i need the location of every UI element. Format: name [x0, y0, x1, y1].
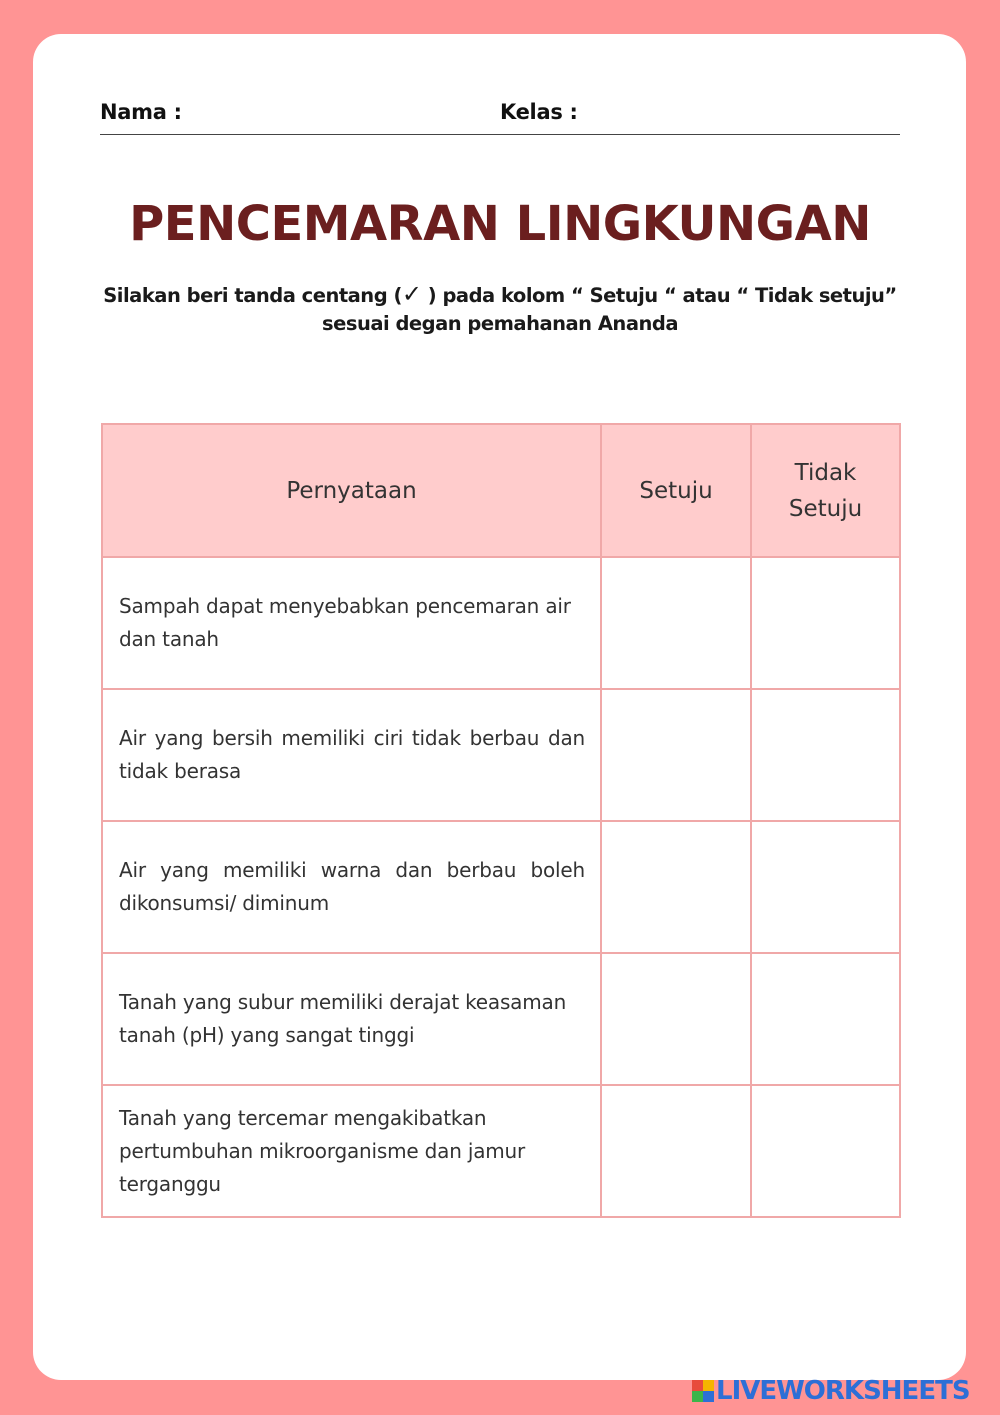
table-row — [102, 953, 900, 1085]
header-disagree — [751, 424, 900, 557]
table-row — [102, 557, 900, 689]
brand-name: LIVEWORKSHEETS — [716, 1376, 970, 1406]
student-info-row — [100, 100, 900, 135]
statement-cell: Air yang bersih memiliki ciri tidak berbau dan tidak berasa — [102, 689, 601, 821]
statement-cell: Tanah yang subur memiliki derajat keasaman tanah (pH) yang sangat tinggi — [102, 953, 601, 1085]
header-statement: Pernyataan — [102, 424, 601, 557]
instruction-text-after: ) pada kolom “ Setuju “ atau “ Tidak setuju” — [421, 284, 897, 307]
statement-cell: Tanah yang tercemar mengakibatkan pertumbuhan mikroorganisme dan jamur terganggu — [102, 1085, 601, 1217]
agree-cell[interactable] — [601, 821, 751, 953]
agree-cell[interactable] — [601, 953, 751, 1085]
disagree-cell[interactable] — [751, 557, 900, 689]
instruction-line-1 — [0, 280, 1000, 308]
statement-cell: Air yang memiliki warna dan berbau boleh dikonsumsi/ diminum — [102, 821, 601, 953]
instruction-text-before: Silakan beri tanda centang ( — [103, 284, 402, 307]
agree-cell[interactable] — [601, 557, 751, 689]
class-label: Kelas : — [500, 100, 578, 124]
statement-cell: Sampah dapat menyebabkan pencemaran air dan tanah — [102, 557, 601, 689]
header-disagree-line1: Tidak — [794, 459, 857, 486]
agree-cell[interactable] — [601, 689, 751, 821]
table-header-row — [102, 424, 900, 557]
liveworksheets-logo — [692, 1376, 970, 1406]
table-row — [102, 689, 900, 821]
disagree-cell[interactable] — [751, 953, 900, 1085]
disagree-cell[interactable] — [751, 1085, 900, 1217]
disagree-cell[interactable] — [751, 821, 900, 953]
header-disagree-line2: Setuju — [788, 495, 863, 522]
name-label: Nama : — [100, 100, 182, 124]
page-title: PENCEMARAN LINGKUNGAN — [129, 196, 871, 252]
liveworksheets-icon — [692, 1380, 714, 1402]
header-agree: Setuju — [601, 424, 751, 557]
checkmark-icon: ✓ — [401, 280, 422, 308]
disagree-cell[interactable] — [751, 689, 900, 821]
table-row — [102, 821, 900, 953]
table-row — [102, 1085, 900, 1217]
instruction-line-2: sesuai degan pemahanan Ananda — [322, 312, 678, 335]
statement-table — [101, 423, 901, 1218]
agree-cell[interactable] — [601, 1085, 751, 1217]
